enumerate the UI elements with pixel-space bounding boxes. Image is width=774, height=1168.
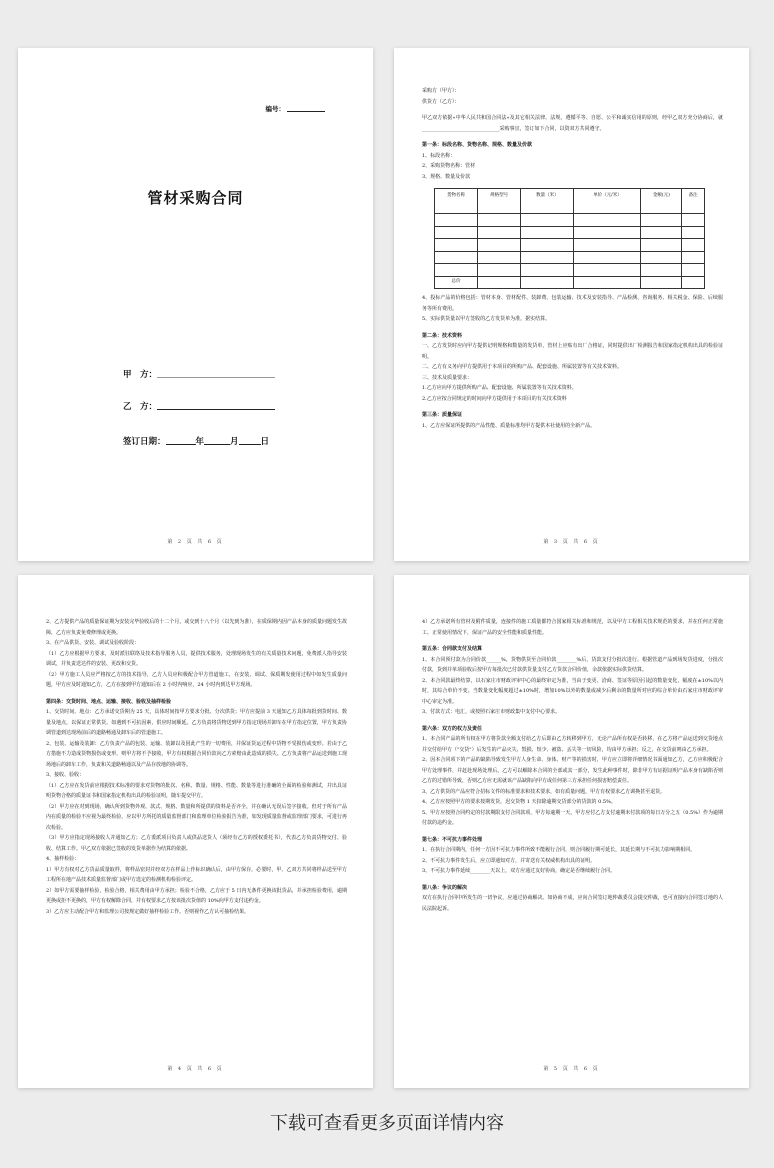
table-row xyxy=(435,276,705,289)
year-label: 年 xyxy=(195,437,205,447)
table-header-cell: 金额(元) xyxy=(641,189,682,214)
cover-page xyxy=(18,48,373,561)
table-header-cell: 单价（元/米） xyxy=(574,189,641,214)
paragraph: 1、本合同产品的所有权在甲方将货款全额支付给乙方后即由乙方转移到甲方，无论产品所有权是否转移，在乙方将产品运送到交货地点并交付给甲方（"交货"）后发生的产品灭失、毁损、短少、被盗、丢失等一切风险，均由甲方承担；反之，在交货前则由乙方承担。 xyxy=(422,736,723,753)
section-heading: 第五条：合同款支付及结算 xyxy=(422,646,483,652)
paragraph: （3）甲方应指定现场接收人并通知乙方；乙方委派项目负责人或供品送货人（须经有乙方的授权委托书），代表乙方负责货物交付、验收、结算工作。甲乙双方依据已签收的发货单据作为结算的依据。 xyxy=(46,835,347,852)
table-cell xyxy=(435,251,478,264)
table-cell: 总价 xyxy=(435,276,478,289)
table-cell xyxy=(521,251,574,264)
section-heading: 第六条：双方的权力及责任 xyxy=(422,725,483,732)
day-blank xyxy=(239,444,261,445)
contract-page-4 xyxy=(18,575,373,1088)
table-cell xyxy=(574,276,641,289)
paragraph: 2、不可抗力事件发生后，应立即通知对方，并寄送有关权威机构出具的证明。 xyxy=(422,857,596,864)
page-number: 第 3 页 共 6 页 xyxy=(543,539,600,545)
table-row xyxy=(435,264,705,277)
table-cell xyxy=(521,226,574,239)
section-heading: 第八条：争议的解决 xyxy=(422,884,468,891)
section-heading: 第三条：质量保证 xyxy=(422,412,463,418)
paragraph: 1、在执行合同期内，任何一方因不可抗力事件所致不能履行合同，则合同履行期可延长，其延长期与不可抗力影响期相同。 xyxy=(422,847,696,853)
paragraph: 供货方（乙方）： xyxy=(422,98,460,105)
sign-date-label: 签订日期： xyxy=(123,437,166,447)
table-cell xyxy=(682,276,705,289)
paragraph: 1、本合同预付款为合同价款______%，货物供货至合同价款________%后，货款支付分批次进行。根据管道产品到场发货进度，分批次付款，货到并单项验收后按甲方每批次已付款供货量支付乙方货款合同价值，余款依据实际供货结算。 xyxy=(422,656,723,673)
paragraph: 5、实际供货量以甲方签收的乙方发货单为准，据实结算。 xyxy=(422,316,551,322)
table-header-cell: 货物名称 xyxy=(435,189,478,214)
table-cell xyxy=(521,276,574,289)
table-header-cell: 规格型号 xyxy=(478,189,521,214)
contract-page-3 xyxy=(394,48,749,561)
contract-title: 管材采购合同 xyxy=(147,189,244,207)
paragraph: 采购方（甲方）： xyxy=(422,88,460,94)
table-cell xyxy=(435,214,478,227)
paragraph: 2、包装、运输及装卸：乙方负责产品的包装、运输、装卸以及因此产生的一切费用，并保证货运过程中货物不受损伤或变形。若由于乙方措施不力造成货物损伤或变形，则甲方将不予接收，甲方有权根据合同价款向乙方索赔由此造成的损失。乙方负责将产品运送到施工现场地后的卸车工作，负责和关道路畅通以及产品存放地的协调等。 xyxy=(46,740,347,768)
section-heading: 第一条：标段名称、货物名称、规格、数量及价款 xyxy=(422,142,533,148)
day-label: 日 xyxy=(260,437,270,447)
paragraph: 1、交货时间、地点：乙方承诺交货期为 25 天，具体时间按甲方要求分批、分次供货；甲方应提前 3 天通知乙方具体每批到货时间、数量及地点，以保证正常供货。如遇到不可抗因素，供应时间顺延。乙方负责将货物送到甲方指定现场并卸车在甲方指定位置，甲方负责协调管道到达现场前后的道路畅通及卸车后的管道施工。 xyxy=(46,709,347,736)
paragraph: 三、技术及质量要求： xyxy=(422,374,473,381)
party-a-line xyxy=(123,368,275,380)
table-row xyxy=(435,251,705,264)
table-cell xyxy=(682,226,705,239)
page-number: 第 5 页 共 6 页 xyxy=(543,1066,600,1072)
paragraph: 二、乙方有义务向甲方提供用于本项目的所购产品、配套设施、所属装置等有关技术资料。 xyxy=(422,364,623,370)
table-cell xyxy=(682,214,705,227)
table-cell xyxy=(574,214,641,227)
paragraph: 1、标段名称： xyxy=(422,152,456,159)
table-cell xyxy=(435,264,478,277)
section-heading: 第二条：技术资料 xyxy=(422,332,463,339)
price-table xyxy=(434,188,705,289)
paragraph: （1）乙方应根据甲方要求，及时派驻联络及技术指导服务人员，提供技术服务，处理现场发生的有关质量技术问题，免费派人指导安装调试，并负责送达件的安装、更改和交货。 xyxy=(46,650,347,667)
paragraph: 3、在产品供货、安装、调试及验收阶段： xyxy=(46,640,140,646)
table-cell xyxy=(682,239,705,252)
paragraph: 甲乙双方依据«中华人民共和国合同法»及其它相关法律、法规，遵循平等、自愿、公平和诚实信用的原则，经甲乙双方充分协商后，就_______________________________采购事宜，签订如下合同，以资双方共同遵守。 xyxy=(422,115,723,132)
table-cell xyxy=(641,214,682,227)
party-b-blank xyxy=(157,409,275,410)
paragraph: 2、因本合同项下的产品的缺陷导致发生甲方人身生命、身体、财产等的损害时，甲方应立即将详细情况书面通知乙方，乙方应积极配合甲方处理事件，并赶赴现场处理后，乙方可以解除本合同的全部或其一部分，发生此种事件时，除非甲方有证据证明产品本身有缺陷否则乙方的过错所导致，否则乙方应无需就该产品缺陷向甲方或任何第三方承担任何损害赔偿责任。 xyxy=(422,757,723,784)
table-cell xyxy=(641,251,682,264)
party-b-label: 乙 方： xyxy=(123,402,158,412)
table-cell xyxy=(435,239,478,252)
year-blank xyxy=(166,444,196,445)
table-cell xyxy=(641,264,682,277)
paragraph: 4、乙方应按照甲方的要求按期发货，迟交货物 1 天扣除逾期交货部分的货款的 0.5%。 xyxy=(422,799,616,805)
table-row xyxy=(435,239,705,252)
paragraph: 1.乙方应向甲方提供所购产品、配套设施、所属装置等有关技术资料。 xyxy=(422,385,577,391)
table-cell xyxy=(641,239,682,252)
paragraph: 2、本合同款最终结算，以石家庄市财政评审中心的最终审定为准，当由于变更、洽商、签证等原因引起的数量变化，幅度在±10%以内时，其综合单价不变。当数量变化幅度超过±10%时，增加10%以外的数量或减少后剩余的数量所对应的综合单价由石家庄市财政评审中心审定为准。 xyxy=(422,677,723,705)
paragraph: 3、接收、验收： xyxy=(46,772,85,778)
table-header-cell: 数量（米） xyxy=(521,189,574,214)
month-blank xyxy=(204,444,230,445)
page-body xyxy=(422,617,723,914)
party-a-label: 甲 方： xyxy=(123,370,158,380)
table-header-cell: 备注 xyxy=(682,189,705,214)
paragraph: 2、采购货物名称：管材 xyxy=(422,163,476,169)
paragraph: 3、不可抗力事件延续________天以上，双方应通过友好协商，确定是否继续履行合同。 xyxy=(422,868,616,874)
paragraph: 4）乙方承诺所有管材及附件质量，连接件的施工质量都符合国家相关标准和规范，以及甲方工程相关技术规范的要求，并在任何正常施工、正常使用情况下，保证产品的安全性能和质量性能。 xyxy=(422,619,723,636)
table-cell xyxy=(478,214,521,227)
section-heading: 第七条：不可抗力事件处理 xyxy=(422,836,483,843)
table-cell xyxy=(574,226,641,239)
table-cell xyxy=(478,264,521,277)
table-cell xyxy=(521,214,574,227)
paragraph: 双方在执行合同中所发生的一切争议，应通过协商解决。如协商不成，应向合同签订地仲裁委员会提交仲裁，也可直接向合同签订地的人民法院起诉。 xyxy=(422,895,723,912)
table-cell xyxy=(682,251,705,264)
contract-number-label: 编号： xyxy=(265,105,285,113)
paragraph: 3）乙方应主动配合甲方和监理公司按规定做好抽样检验工作。否则视作乙方认可抽检结果。 xyxy=(46,908,250,915)
table-cell xyxy=(574,251,641,264)
paragraph: 4、投标产品的价格包括：管材本身、管材配件、装卸费、包装运输、技术及安装指导、产品检测、咨询服务、相关税金、保险、后续服务等所有费用。 xyxy=(422,295,723,312)
paragraph: 3、乙方供货的产品应符合招标文件的标准要求和技术要求，如有质量问题，甲方有权要求乙方调换甚至退货。 xyxy=(422,788,666,795)
paragraph: （2）甲方施工人员应严格按乙方的技术指导，乙方人员应积极配合甲方管道施工，在安装、调试、保质期发使用过程中如发生质量问题，甲方应及时通知乙方，乙方在接到甲方通知后在 2 小时内响应，24 小时内到达甲方现场。 xyxy=(46,671,347,688)
contract-number-blank xyxy=(287,111,325,112)
paragraph: 1、乙方应保证所提供的产品性能、质量标准均甲方提供本社使用的全新产品。 xyxy=(422,422,596,429)
paragraph: （2）甲方应在对到现场，确认所到货物外观、款式、规格、数量和所提供的资料是否齐全，并在确认无误后签字接收。但对于所有产品内在质量的检验不应视为最终检验，应以甲方所托的质量监督部门和监理单位检验报告为准，如发现质量监督或监理部门要求，可进行再次检验。 xyxy=(46,803,347,831)
page-body xyxy=(422,86,723,431)
page-number: 第 4 页 共 6 页 xyxy=(167,1066,224,1072)
table-cell xyxy=(478,226,521,239)
party-b-line xyxy=(123,400,275,412)
paragraph: 3、规格、数量及价款 xyxy=(422,173,471,180)
table-row xyxy=(435,214,705,227)
page-body xyxy=(46,617,347,917)
table-cell xyxy=(641,226,682,239)
table-cell xyxy=(435,226,478,239)
paragraph: 2、乙方提供产品的质量保证期为安装完毕验收后的十二个月，或交到十八个月（以先到为准），在质保期内因产品本身的质量问题发生故障，乙方应负责免费修理或更换。 xyxy=(46,619,347,636)
contract-number xyxy=(266,104,326,113)
contract-page-5 xyxy=(394,575,749,1088)
month-label: 月 xyxy=(230,437,239,447)
page-number: 第 2 页 共 6 页 xyxy=(167,539,224,545)
paragraph: 5、甲方应按照合同约定的付款期限支付合同款项，甲方每逾期一天，甲方应付乙方支付逾期未付款项的每日万分之五（0.5%）作为逾期付款的违约金。 xyxy=(422,809,723,826)
table-row xyxy=(435,226,705,239)
table-cell xyxy=(521,239,574,252)
table-cell xyxy=(521,264,574,277)
paragraph: （1）乙方应在发货前应根据技术标准的要求对货物的批次、名称、数量、规格、性能、数量等进行准确的全面的检验和测试，并出具证明货物合格的质量证书和国家指定机构出具的检验证明，随车提交甲方。 xyxy=(46,782,347,799)
table-cell xyxy=(641,276,682,289)
table-cell xyxy=(478,251,521,264)
paragraph: 1）甲方有权对乙方货品质量取样，将样品密封并经双方在样品上作标识确认后，由甲方保存，必要时，甲、乙双方共同将样品送至甲方工程所在地产品技术质量监督部门或甲方选定的检测机构检验评定。 xyxy=(46,866,347,883)
section-heading: 第四条：交货时间、地点、运输、接收、验收及抽样检验 xyxy=(46,698,172,705)
table-cell xyxy=(478,239,521,252)
sign-date-line xyxy=(123,435,269,447)
paragraph: 3、付款方式：电汇，或按照石家庄市财政集中支付中心要求。 xyxy=(422,709,561,715)
paragraph: 4、抽样检验： xyxy=(46,856,80,862)
table-cell xyxy=(574,239,641,252)
table-cell xyxy=(478,276,521,289)
paragraph: 2）如甲方需要抽样检验，检验合格，相关费用由甲方承担；检验不合格，乙方应于 5 日内无条件更换该批货品，并承担检验费用，逾期更换或拒不更换的，甲方有权解除合同，并有权要求乙方按该批次货值的 10%向甲方支付违约金。 xyxy=(46,887,347,904)
table-cell xyxy=(682,264,705,277)
paragraph: 一、乙方发货时应向甲方提供记明规格和数量的发货单，管材上应贴有出厂合格证，同时提供出厂检测报告和国家指定机构出具的检验证明。 xyxy=(422,343,723,360)
download-more-caption[interactable]: 下载可查看更多页面详情内容 xyxy=(270,1113,504,1134)
table-cell xyxy=(574,264,641,277)
party-a-blank xyxy=(157,377,275,378)
paragraph: 2.乙方应按合同规定的时间向甲方提供用于本项目的有关技术资料 xyxy=(422,395,567,402)
